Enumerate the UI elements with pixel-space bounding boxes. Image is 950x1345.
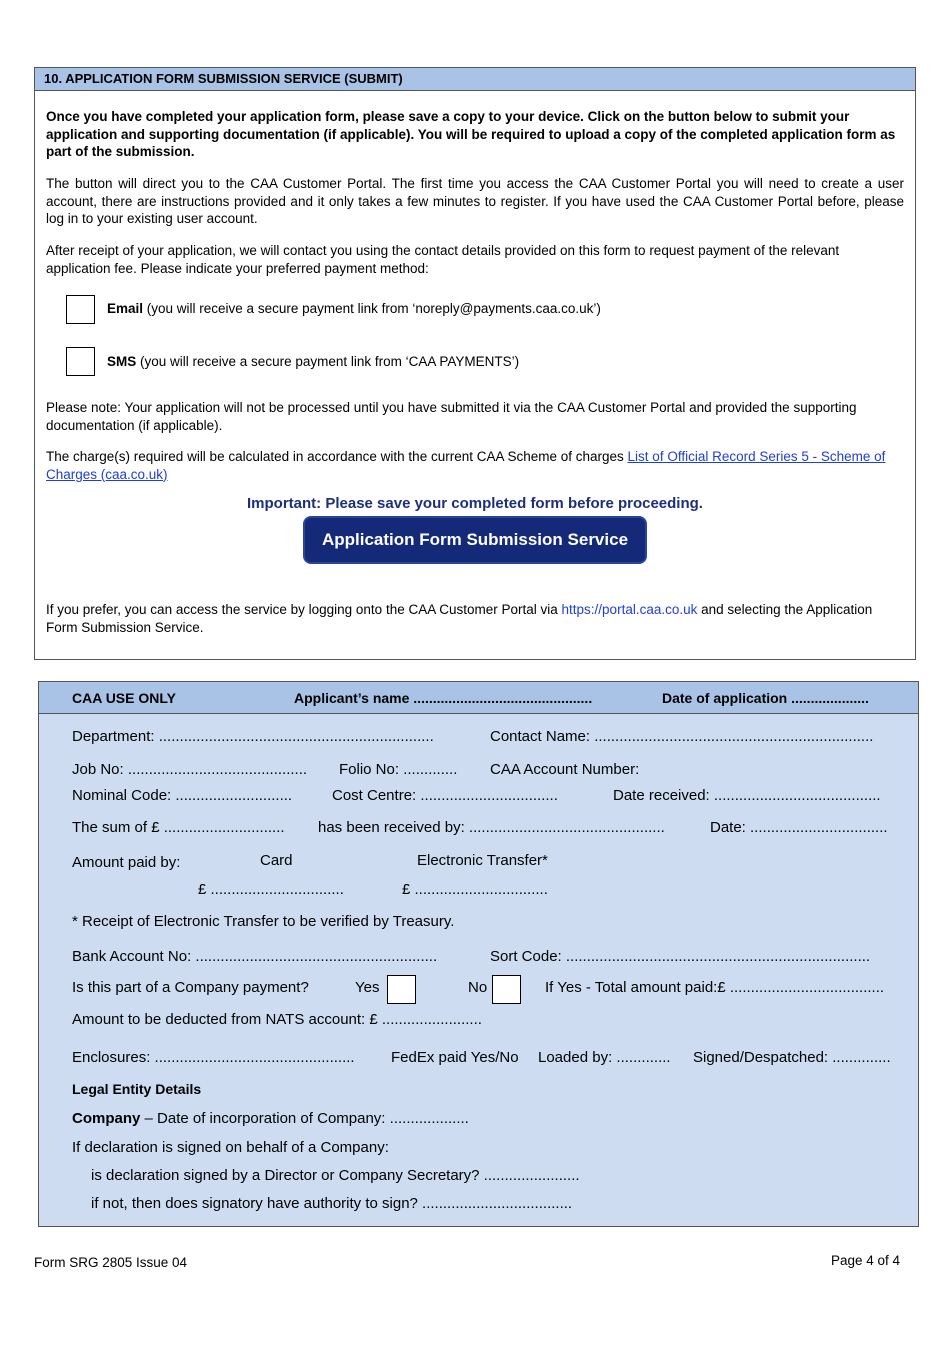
company-incorporation-field bbox=[72, 1110, 469, 1127]
declaration-text: If declaration is signed on behalf of a Company: bbox=[72, 1139, 389, 1156]
job-no-field: Job No: ........................................... bbox=[72, 761, 308, 778]
company-label: Company bbox=[72, 1110, 141, 1127]
amount-paid-by-label: Amount paid by: bbox=[72, 854, 181, 871]
email-label: Email bbox=[107, 301, 144, 316]
submission-section bbox=[34, 67, 916, 660]
director-question: is declaration signed by a Director or Company Secretary? ....................... bbox=[91, 1167, 580, 1184]
sms-label: SMS bbox=[107, 354, 137, 369]
total-amount-field: If Yes - Total amount paid:£ ..................................... bbox=[545, 979, 885, 996]
charges-link-scheme[interactable]: List of Official Record Series 5 - Scheme of bbox=[627, 449, 886, 464]
yes-label: Yes bbox=[355, 979, 380, 996]
prefer-text-1: If you prefer, you can access the service by logging onto the CAA Customer Portal via bbox=[46, 602, 562, 617]
form-id: Form SRG 2805 Issue 04 bbox=[34, 1255, 188, 1270]
sort-code-field: Sort Code: ......................................................................... bbox=[490, 948, 871, 965]
signed-despatched-field: Signed/Despatched: .............. bbox=[693, 1049, 891, 1066]
date-field: Date: ................................. bbox=[710, 819, 888, 836]
enclosures-field: Enclosures: ................................................ bbox=[72, 1049, 355, 1066]
folio-no-field: Folio No: ............. bbox=[339, 761, 458, 778]
charges-link-caa[interactable]: Charges (caa.co.uk) bbox=[46, 466, 168, 482]
receipt-note: * Receipt of Electronic Transfer to be verified by Treasury. bbox=[72, 913, 455, 930]
card-label: Card bbox=[260, 852, 293, 869]
fedex-field: FedEx paid Yes/No bbox=[391, 1049, 519, 1066]
sms-desc: (you will receive a secure payment link from ‘CAA PAYMENTS’) bbox=[136, 354, 520, 369]
email-desc: (you will receive a secure payment link from ‘noreply@payments.caa.co.uk’) bbox=[143, 301, 601, 316]
caa-use-title: CAA USE ONLY bbox=[72, 690, 176, 706]
department-field: Department: .................................................................. bbox=[72, 728, 434, 745]
important-notice: Important: Please save your completed form before proceeding. bbox=[247, 495, 703, 512]
bank-account-field: Bank Account No: .......................................................... bbox=[72, 948, 438, 965]
prefer-text-2: and selecting the Application Form Submission Service. bbox=[46, 602, 873, 635]
caa-use-header bbox=[39, 682, 918, 714]
email-option bbox=[107, 301, 601, 316]
sms-checkbox[interactable] bbox=[66, 347, 95, 376]
charges-intro: The charge(s) required will be calculated in accordance with the current CAA Scheme of charges bbox=[46, 449, 628, 464]
nats-deduction-field: Amount to be deducted from NATS account: £ ........................ bbox=[72, 1011, 482, 1028]
date-of-application-field: Date of application .................... bbox=[662, 690, 869, 706]
prefer-text bbox=[46, 601, 904, 636]
nominal-code-field: Nominal Code: ............................ bbox=[72, 787, 293, 804]
page-number: Page 4 of 4 bbox=[831, 1253, 901, 1268]
no-checkbox[interactable] bbox=[492, 975, 521, 1004]
electronic-transfer-label: Electronic Transfer* bbox=[417, 852, 548, 869]
yes-checkbox[interactable] bbox=[387, 975, 416, 1004]
legal-entity-heading: Legal Entity Details bbox=[72, 1081, 202, 1097]
contact-name-field: Contact Name: ................................................................... bbox=[490, 728, 874, 745]
date-received-field: Date received: ........................................ bbox=[613, 787, 881, 804]
caa-account-number-field: CAA Account Number: bbox=[490, 761, 640, 778]
sum-field: The sum of £ ............................. bbox=[72, 819, 285, 836]
loaded-by-field: Loaded by: ............. bbox=[538, 1049, 671, 1066]
email-checkbox[interactable] bbox=[66, 295, 95, 324]
submission-service-button[interactable]: Application Form Submission Service bbox=[303, 516, 647, 564]
applicant-name-field: Applicant’s name .............................................. bbox=[294, 690, 593, 706]
received-by-field: has been received by: ............................................... bbox=[318, 819, 665, 836]
company-incorporation-text: – Date of incorporation of Company: ................... bbox=[140, 1110, 469, 1127]
receipt-text: After receipt of your application, we will contact you using the contact details provided on this form to request payment of the relevant application fee. Please indicate your preferred payment method: bbox=[46, 243, 840, 276]
caa-use-only-section bbox=[38, 681, 919, 1227]
no-label: No bbox=[468, 979, 488, 996]
note-text: Please note: Your application will not be processed until you have submitted it via the CAA Customer Portal and provided the supporting documentation (if applicable). bbox=[46, 400, 857, 433]
transfer-amount-field: £ ................................ bbox=[402, 881, 548, 898]
card-amount-field: £ ................................ bbox=[198, 881, 344, 898]
authority-question: if not, then does signatory have authority to sign? .................................... bbox=[91, 1195, 573, 1212]
portal-url-link[interactable]: https://portal.caa.co.uk bbox=[561, 602, 698, 617]
company-payment-label: Is this part of a Company payment? bbox=[72, 979, 309, 996]
charges-text bbox=[46, 448, 904, 483]
cost-centre-field: Cost Centre: ................................. bbox=[332, 787, 558, 804]
sms-option bbox=[107, 354, 519, 369]
portal-text: The button will direct you to the CAA Customer Portal. The first time you access the CAA Customer Portal you will need to create a user account, there are instructions provided and it only takes a few minutes to register. If you have used the CAA Customer Portal before, please log in to your existing user account. bbox=[46, 176, 904, 226]
intro-text: Once you have completed your application form, please save a copy to your device. Click on the button below to submit your application and supporting documentation (if applicable). You will be required to upload a copy of the completed application form as part of the submission. bbox=[46, 109, 896, 159]
section-header: 10. APPLICATION FORM SUBMISSION SERVICE (SUBMIT) bbox=[35, 68, 915, 91]
